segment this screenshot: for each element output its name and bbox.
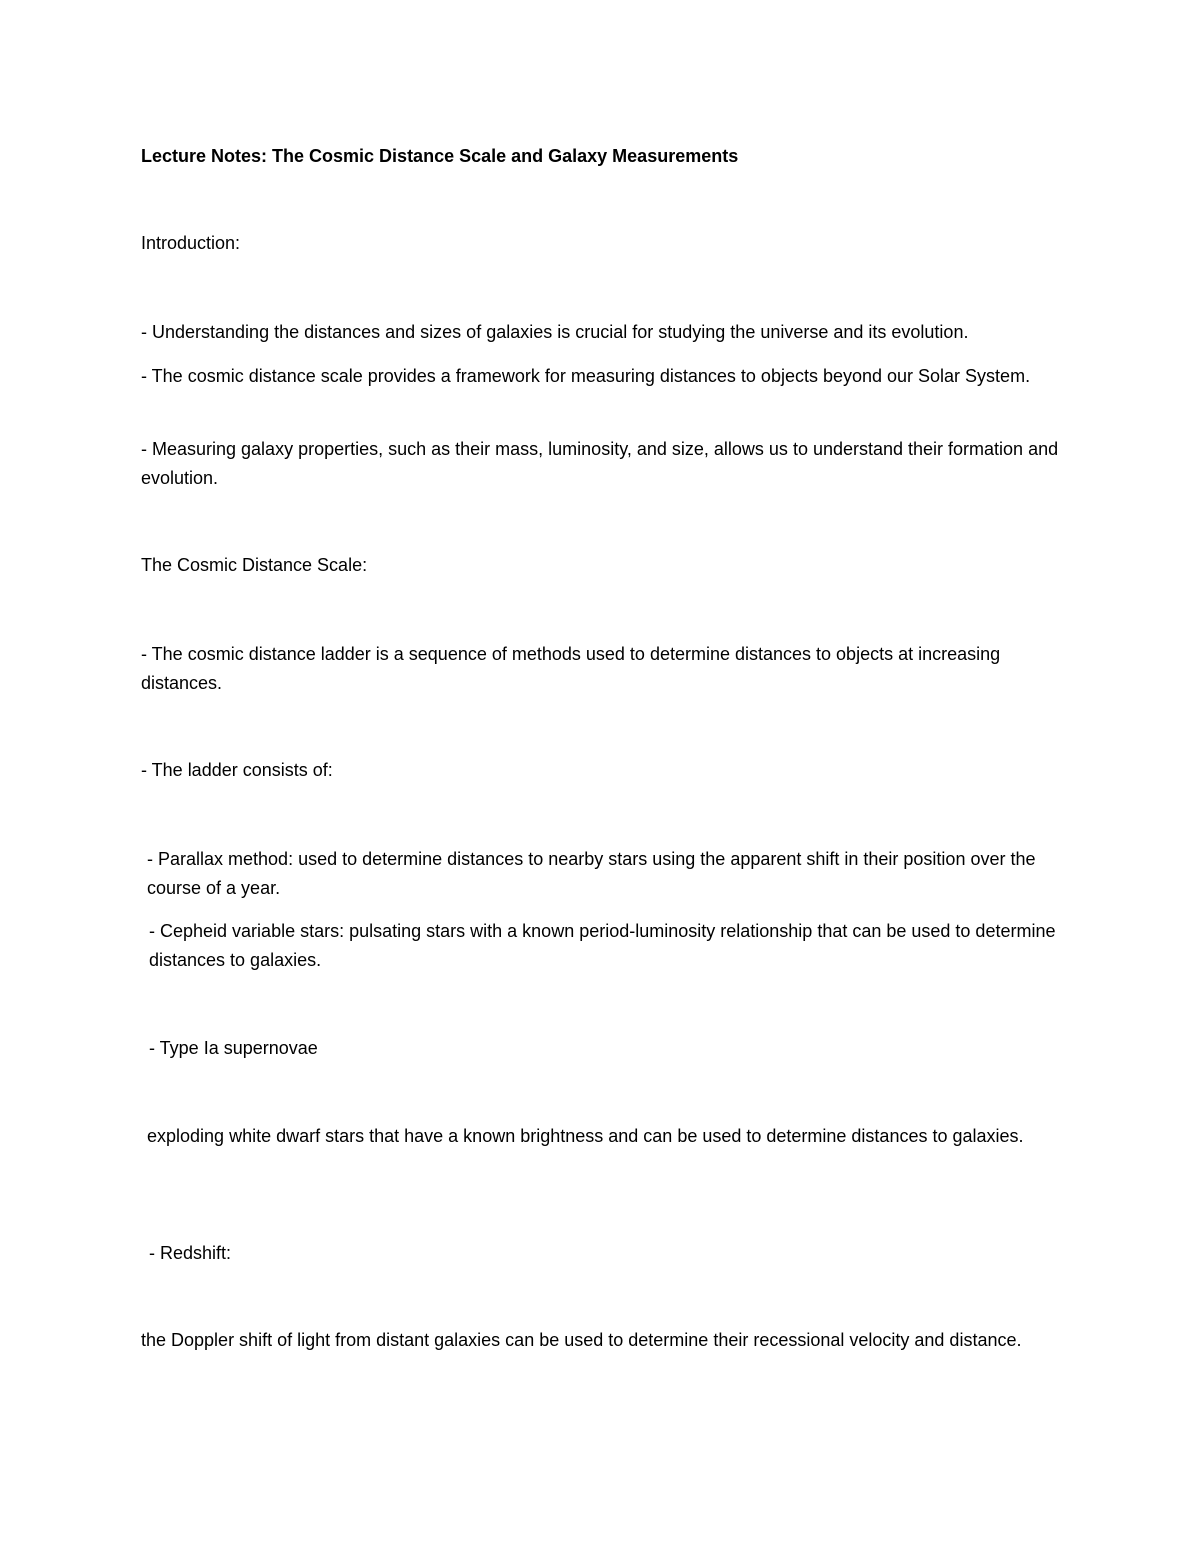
redshift-description: the Doppler shift of light from distant galaxies can be used to determine their recessional velocity and distance.: [141, 1330, 1022, 1350]
ladder-intro-item: - The cosmic distance ladder is a sequence of methods used to determine distances to objects at increasing distances.: [141, 644, 1001, 693]
document-title: Lecture Notes: The Cosmic Distance Scale and Galaxy Measurements: [141, 146, 739, 166]
intro-item-1: - Understanding the distances and sizes of galaxies is crucial for studying the universe and its evolution.: [141, 322, 969, 342]
cepheid-variable-item: - Cepheid variable stars: pulsating stars with a known period-luminosity relationship that can be used to determine distances to galaxies.: [149, 921, 1056, 970]
cosmic-distance-scale-heading: The Cosmic Distance Scale:: [141, 555, 368, 575]
ladder-consists-item: - The ladder consists of:: [141, 760, 333, 780]
intro-item-3: - Measuring galaxy properties, such as their mass, luminosity, and size, allows us to understand their formation and evolution.: [141, 439, 1059, 488]
introduction-heading: Introduction:: [141, 233, 241, 253]
redshift-item: - Redshift:: [149, 1243, 232, 1263]
supernovae-description: exploding white dwarf stars that have a known brightness and can be used to determine distances to galaxies.: [147, 1126, 1024, 1146]
intro-item-2: - The cosmic distance scale provides a framework for measuring distances to objects beyond our Solar System.: [141, 366, 1031, 386]
parallax-method-item: - Parallax method: used to determine distances to nearby stars using the apparent shift in their position over the course of a year.: [147, 849, 1036, 898]
type-ia-supernovae-item: - Type Ia supernovae: [149, 1038, 318, 1058]
